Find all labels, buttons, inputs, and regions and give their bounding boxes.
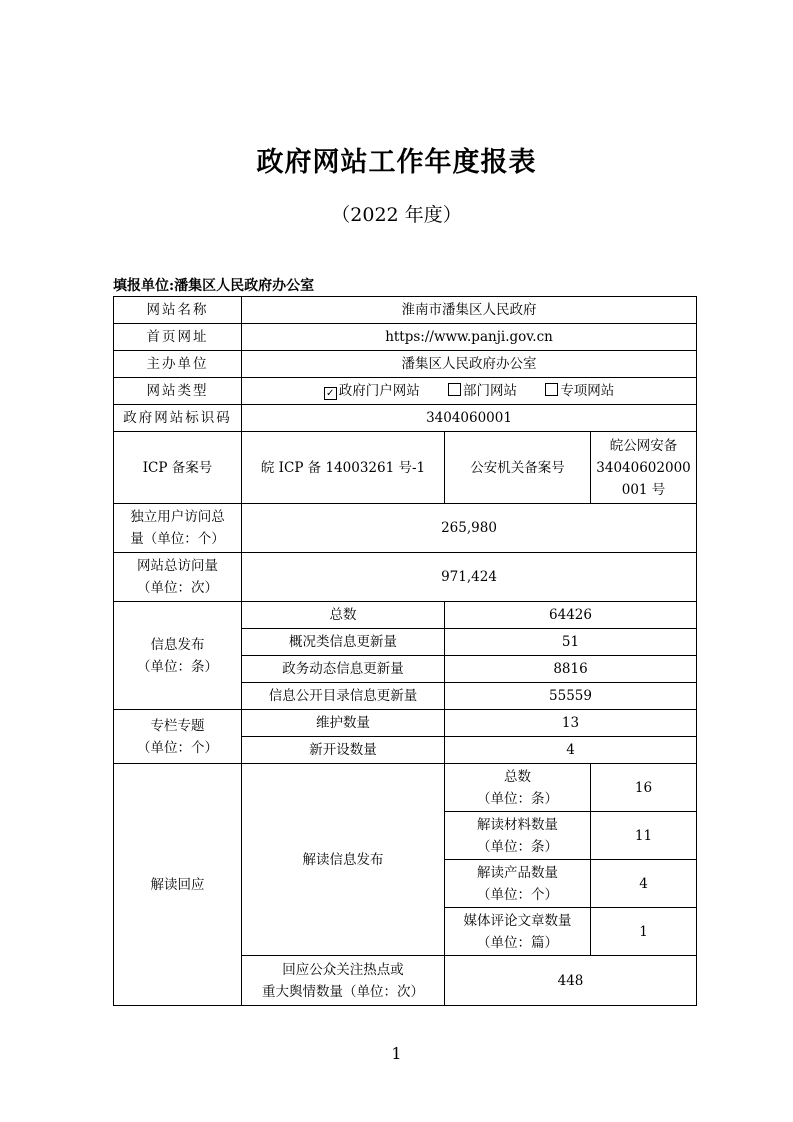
report-table (113, 296, 697, 1006)
homepage-label: 首页网址 (114, 324, 242, 351)
site-code-label: 政府网站标识码 (114, 405, 242, 432)
info-item-label: 概况类信息更新量 (242, 629, 445, 656)
interp-item-label (445, 764, 591, 812)
label-line: （单位：条） (137, 658, 218, 675)
info-item-label: 总数 (242, 602, 445, 629)
total-visits-value: 971,424 (242, 553, 697, 602)
row-unique-visitors (114, 504, 697, 553)
row-columns-maintained (114, 710, 697, 737)
police-record-line: 皖公网安备 (609, 437, 678, 454)
info-item-value: 8816 (445, 656, 697, 683)
interp-item-label (445, 860, 591, 908)
option-special-label: 专项网站 (560, 383, 615, 399)
interp-item-value: 4 (591, 860, 697, 908)
row-total-visits (114, 553, 697, 602)
site-type-label: 网站类型 (114, 378, 242, 405)
row-site-code (114, 405, 697, 432)
row-site-type (114, 378, 697, 405)
info-publish-label (114, 602, 242, 710)
reporting-unit: 填报单位:潘集区人民政府办公室 (113, 278, 315, 294)
columns-item-label: 新开设数量 (242, 737, 445, 764)
row-interp-total (114, 764, 697, 812)
response-value: 448 (445, 956, 697, 1006)
columns-item-value: 4 (445, 737, 697, 764)
checkbox-checked-icon: ✓ (324, 387, 337, 400)
label-line: （单位：条） (477, 838, 558, 855)
info-item-value: 51 (445, 629, 697, 656)
unique-visitors-value: 265,980 (242, 504, 697, 553)
row-info-total (114, 602, 697, 629)
info-item-label: 信息公开目录信息更新量 (242, 683, 445, 710)
interp-item-label (445, 812, 591, 860)
homepage-value: https://www.panji.gov.cn (242, 324, 697, 351)
label-line: （单位：篇） (477, 934, 558, 951)
checkbox-empty-icon (545, 383, 558, 396)
response-label (242, 956, 445, 1006)
info-item-label: 政务动态信息更新量 (242, 656, 445, 683)
label-line: 总数 (504, 768, 531, 785)
label-line: 量（单位：个） (130, 531, 225, 547)
info-item-value: 55559 (445, 683, 697, 710)
columns-label (114, 710, 242, 764)
interp-item-value: 11 (591, 812, 697, 860)
interpretation-label: 解读回应 (114, 764, 242, 1006)
option-special (545, 380, 614, 402)
option-department-label: 部门网站 (463, 383, 518, 399)
report-year: （2022 年度） (331, 204, 462, 226)
label-line: （单位：个） (137, 739, 218, 756)
label-line: 独立用户访问总 (130, 509, 225, 525)
interp-item-value: 16 (591, 764, 697, 812)
total-visits-label (114, 553, 242, 602)
interp-item-label (445, 908, 591, 956)
page-number: 1 (391, 1044, 402, 1063)
columns-item-value: 13 (445, 710, 697, 737)
label-line: （单位：次） (137, 580, 218, 596)
sponsor-value: 潘集区人民政府办公室 (242, 351, 697, 378)
checkbox-empty-icon (448, 383, 461, 396)
label-line: 专栏专题 (150, 717, 205, 734)
police-record-label: 公安机关备案号 (445, 432, 591, 504)
label-line: 信息发布 (150, 636, 205, 653)
police-record-line: 34040602000 (596, 459, 691, 476)
site-name-value: 淮南市潘集区人民政府 (242, 297, 697, 324)
option-department (448, 380, 517, 402)
row-homepage (114, 324, 697, 351)
icp-label: ICP 备案号 (114, 432, 242, 504)
row-icp (114, 432, 697, 504)
unique-visitors-label (114, 504, 242, 553)
label-line: 媒体评论文章数量 (463, 912, 572, 929)
label-line: 解读材料数量 (477, 816, 558, 833)
site-name-label: 网站名称 (114, 297, 242, 324)
label-line: 重大舆情数量（单位：次） (262, 983, 424, 1000)
columns-item-label: 维护数量 (242, 710, 445, 737)
report-title: 政府网站工作年度报表 (256, 147, 537, 178)
site-type-options (242, 378, 697, 405)
label-line: （单位：个） (477, 886, 558, 903)
label-line: （单位：条） (477, 790, 558, 807)
police-record-line: 001 号 (621, 481, 666, 498)
icp-value: 皖 ICP 备 14003261 号-1 (242, 432, 445, 504)
interpretation-sub-label: 解读信息发布 (242, 764, 445, 956)
info-item-value: 64426 (445, 602, 697, 629)
site-code-value: 3404060001 (242, 405, 697, 432)
police-record-value (591, 432, 697, 504)
option-portal-label: 政府门户网站 (338, 383, 420, 399)
label-line: 网站总访问量 (137, 558, 218, 574)
label-line: 解读产品数量 (477, 864, 558, 881)
row-site-name (114, 297, 697, 324)
row-sponsor (114, 351, 697, 378)
interp-item-value: 1 (591, 908, 697, 956)
sponsor-label: 主办单位 (114, 351, 242, 378)
label-line: 回应公众关注热点或 (282, 961, 404, 978)
option-portal (324, 380, 420, 402)
